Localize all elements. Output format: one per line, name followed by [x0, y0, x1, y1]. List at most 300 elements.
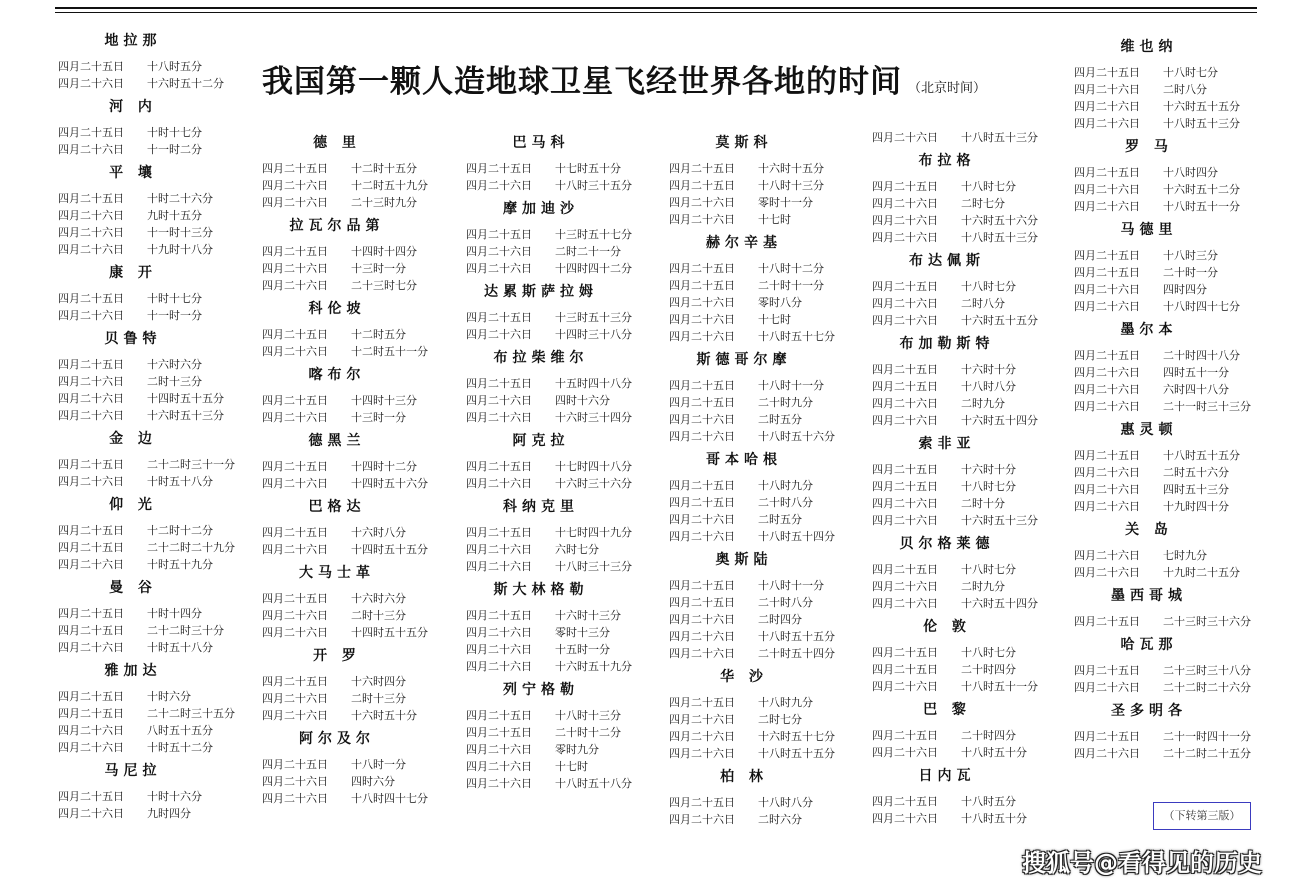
time-cell: 十七时四十九分	[555, 526, 632, 539]
date-cell: 四月二十五日	[872, 380, 938, 393]
city-name: 阿尔及尔	[299, 731, 375, 747]
city-name: 关 岛	[1125, 522, 1173, 538]
time-row	[872, 212, 1068, 229]
time-row	[58, 390, 254, 407]
time-cell: 十八时九分	[758, 479, 813, 492]
date-cell: 四月二十六日	[872, 812, 938, 825]
date-cell: 四月二十六日	[872, 197, 938, 210]
time-row	[58, 307, 254, 324]
time-cell: 六时七分	[555, 543, 599, 556]
time-row	[1074, 464, 1270, 481]
city-block	[1074, 519, 1270, 581]
time-row	[466, 724, 662, 741]
date-cell: 四月二十六日	[262, 692, 328, 705]
time-row	[1074, 547, 1270, 564]
time-cell: 十八时三十三分	[555, 560, 632, 573]
time-row	[262, 624, 458, 641]
city-name: 摩加迪沙	[503, 201, 579, 217]
time-cell: 十八时五十分	[961, 746, 1027, 759]
time-row	[466, 541, 662, 558]
city-block	[466, 281, 662, 343]
city-block	[1074, 219, 1270, 315]
time-cell: 十一时二分	[147, 143, 202, 156]
time-cell: 二时二十一分	[555, 245, 621, 258]
time-row	[669, 211, 865, 228]
date-cell: 四月二十六日	[262, 477, 328, 490]
time-row	[669, 394, 865, 411]
time-row	[262, 260, 458, 277]
time-row	[58, 605, 254, 622]
title-text: 我国第一颗人造地球卫星飞经世界各地的时间	[262, 64, 902, 100]
time-row	[1074, 613, 1270, 630]
time-cell: 十时五十八分	[147, 475, 213, 488]
date-cell: 四月二十六日	[1074, 500, 1140, 513]
time-row	[872, 178, 1068, 195]
city-block	[872, 150, 1068, 246]
time-row	[262, 392, 458, 409]
time-row	[262, 756, 458, 773]
date-cell: 四月二十六日	[262, 411, 328, 424]
city-name: 斯大林格勒	[493, 582, 589, 598]
city-name: 巴 黎	[923, 702, 971, 718]
time-cell: 十八时三分	[1163, 249, 1218, 262]
date-cell: 四月二十五日	[872, 795, 938, 808]
time-cell: 零时十三分	[555, 626, 610, 639]
city-name: 斯德哥尔摩	[696, 352, 792, 368]
time-row	[872, 129, 1068, 146]
time-row	[58, 688, 254, 705]
date-cell: 四月二十六日	[466, 477, 532, 490]
time-row	[58, 373, 254, 390]
time-cell: 十六时五十七分	[758, 730, 835, 743]
time-row	[466, 392, 662, 409]
time-cell: 十六时三十六分	[555, 477, 632, 490]
time-cell: 十二时十五分	[351, 162, 417, 175]
column-2	[262, 128, 458, 807]
time-cell: 二十时一分	[1163, 266, 1218, 279]
city-block	[669, 449, 865, 545]
city-name: 雅加达	[104, 663, 162, 679]
date-cell: 四月二十五日	[58, 192, 124, 205]
time-cell: 二十二时二十六分	[1163, 681, 1251, 694]
time-cell: 十六时五十分	[351, 709, 417, 722]
date-cell: 四月二十六日	[1074, 383, 1140, 396]
city-name: 达累斯萨拉姆	[484, 284, 598, 300]
date-cell: 四月二十六日	[1074, 747, 1140, 760]
time-row	[669, 494, 865, 511]
time-cell: 二十时五十四分	[758, 647, 835, 660]
time-cell: 十九时四十分	[1163, 500, 1229, 513]
city-block	[669, 666, 865, 762]
time-cell: 十八时五十三分	[961, 231, 1038, 244]
time-cell: 十六时五十二分	[1163, 183, 1240, 196]
time-row	[466, 475, 662, 492]
time-cell: 十六时五十五分	[961, 314, 1038, 327]
time-row	[872, 278, 1068, 295]
date-cell: 四月二十六日	[872, 297, 938, 310]
date-cell: 四月二十五日	[872, 480, 938, 493]
date-cell: 四月二十六日	[466, 411, 532, 424]
time-row	[466, 177, 662, 194]
time-row	[669, 294, 865, 311]
time-row	[1074, 481, 1270, 498]
date-cell: 四月二十六日	[58, 309, 124, 322]
date-cell: 四月二十六日	[1074, 400, 1140, 413]
time-cell: 十四时十三分	[351, 394, 417, 407]
time-cell: 十一时十三分	[147, 226, 213, 239]
date-cell: 四月二十五日	[1074, 266, 1140, 279]
city-block	[1074, 419, 1270, 515]
city-block	[262, 728, 458, 807]
time-row	[466, 707, 662, 724]
time-row	[872, 195, 1068, 212]
city-block	[466, 430, 662, 492]
city-name: 哈瓦那	[1120, 637, 1178, 653]
date-cell: 四月二十五日	[466, 460, 532, 473]
city-name: 柏 林	[720, 769, 768, 785]
time-row	[466, 309, 662, 326]
time-cell: 十八时七分	[961, 563, 1016, 576]
time-cell: 十八时十三分	[758, 179, 824, 192]
city-name: 开 罗	[313, 648, 361, 664]
date-cell: 四月二十六日	[1074, 83, 1140, 96]
date-cell: 四月二十六日	[669, 296, 735, 309]
city-name: 马德里	[1120, 222, 1178, 238]
time-cell: 十八时五十五分	[758, 747, 835, 760]
time-row	[1074, 745, 1270, 762]
watermark: 搜狐号@看得见的历史	[1022, 849, 1262, 877]
time-cell: 二时八分	[1163, 83, 1207, 96]
city-block	[58, 328, 254, 424]
date-cell: 四月二十六日	[1074, 117, 1140, 130]
time-cell: 十六时三十四分	[555, 411, 632, 424]
time-row	[669, 594, 865, 611]
date-cell: 四月二十六日	[58, 77, 124, 90]
city-block	[1074, 634, 1270, 696]
city-name: 赫尔辛基	[706, 235, 782, 251]
time-row	[262, 690, 458, 707]
time-cell: 十八时四十七分	[351, 792, 428, 805]
time-cell: 十八时十一分	[758, 579, 824, 592]
city-block	[58, 30, 254, 92]
time-cell: 二十时八分	[758, 596, 813, 609]
city-block	[669, 766, 865, 828]
time-cell: 十时十七分	[147, 126, 202, 139]
time-cell: 十八时三十五分	[555, 179, 632, 192]
date-cell: 四月二十六日	[669, 313, 735, 326]
time-cell: 十三时五十七分	[555, 228, 632, 241]
date-cell: 四月二十五日	[262, 162, 328, 175]
date-cell: 四月二十六日	[872, 131, 938, 144]
time-row	[872, 595, 1068, 612]
city-block	[872, 333, 1068, 429]
time-cell: 十八时八分	[758, 796, 813, 809]
city-name: 日内瓦	[918, 768, 976, 784]
date-cell: 四月二十六日	[669, 413, 735, 426]
time-row	[669, 377, 865, 394]
city-block	[58, 760, 254, 822]
time-cell: 十时十六分	[147, 790, 202, 803]
time-cell: 十七时四十八分	[555, 460, 632, 473]
time-row	[58, 739, 254, 756]
time-cell: 十三时一分	[351, 262, 406, 275]
date-cell: 四月二十六日	[1074, 283, 1140, 296]
date-cell: 四月二十五日	[466, 726, 532, 739]
time-row	[669, 628, 865, 645]
city-name: 列宁格勒	[503, 682, 579, 698]
date-cell: 四月二十六日	[262, 196, 328, 209]
date-cell: 四月二十五日	[872, 463, 938, 476]
time-cell: 十七时	[758, 313, 791, 326]
city-block	[466, 579, 662, 675]
date-cell: 四月二十六日	[58, 724, 124, 737]
time-cell: 十六时五十二分	[147, 77, 224, 90]
time-cell: 十时五十二分	[147, 741, 213, 754]
time-row	[466, 607, 662, 624]
date-cell: 四月二十六日	[872, 414, 938, 427]
time-row	[1074, 181, 1270, 198]
date-cell: 四月二十六日	[669, 513, 735, 526]
city-name: 奥斯陆	[715, 552, 773, 568]
continued-note: （下转第三版）	[1153, 802, 1251, 830]
city-block	[1074, 36, 1270, 132]
time-cell: 二时五分	[758, 413, 802, 426]
time-cell: 十六时四分	[351, 675, 406, 688]
time-cell: 十八时十三分	[555, 709, 621, 722]
time-cell: 十六时六分	[147, 358, 202, 371]
time-row	[669, 177, 865, 194]
time-cell: 二时六分	[758, 813, 802, 826]
city-name: 布拉柴维尔	[493, 350, 589, 366]
date-cell: 四月二十六日	[262, 709, 328, 722]
time-row	[262, 409, 458, 426]
date-cell: 四月二十六日	[1074, 100, 1140, 113]
date-cell: 四月二十五日	[262, 758, 328, 771]
time-cell: 二时九分	[961, 397, 1005, 410]
time-cell: 十八时五十七分	[758, 330, 835, 343]
date-cell: 四月二十五日	[58, 607, 124, 620]
title-note: （北京时间）	[908, 81, 987, 96]
time-row	[262, 524, 458, 541]
city-name: 墨西哥城	[1111, 588, 1187, 604]
date-cell: 四月二十六日	[262, 626, 328, 639]
date-cell: 四月二十六日	[669, 813, 735, 826]
time-row	[669, 728, 865, 745]
time-row	[466, 326, 662, 343]
time-cell: 十四时三十八分	[555, 328, 632, 341]
date-cell: 四月二十六日	[466, 262, 532, 275]
time-row	[872, 578, 1068, 595]
city-block	[58, 96, 254, 158]
time-row	[466, 409, 662, 426]
city-block	[466, 679, 662, 792]
time-row	[262, 243, 458, 260]
date-cell: 四月二十五日	[262, 592, 328, 605]
date-cell: 四月二十五日	[872, 663, 938, 676]
date-cell: 四月二十五日	[466, 609, 532, 622]
time-row	[669, 428, 865, 445]
city-name: 索非亚	[918, 436, 976, 452]
time-cell: 二时九分	[961, 580, 1005, 593]
date-cell: 四月二十六日	[58, 641, 124, 654]
time-row	[58, 141, 254, 158]
time-cell: 十四时五十五分	[351, 626, 428, 639]
time-row	[1074, 498, 1270, 515]
time-cell: 十二时五分	[351, 328, 406, 341]
time-row	[262, 673, 458, 690]
time-cell: 二时七分	[758, 713, 802, 726]
time-row	[58, 639, 254, 656]
city-block	[58, 162, 254, 258]
date-cell: 四月二十六日	[872, 214, 938, 227]
time-cell: 二十三时七分	[351, 279, 417, 292]
date-cell: 四月二十六日	[872, 597, 938, 610]
time-row	[262, 458, 458, 475]
time-row	[1074, 98, 1270, 115]
date-cell: 四月二十六日	[872, 314, 938, 327]
date-cell: 四月二十五日	[872, 363, 938, 376]
date-cell: 四月二十五日	[669, 162, 735, 175]
time-cell: 十九时二十五分	[1163, 566, 1240, 579]
time-row	[466, 758, 662, 775]
time-cell: 二时五十六分	[1163, 466, 1229, 479]
time-row	[58, 722, 254, 739]
time-cell: 十八时五十五分	[758, 630, 835, 643]
time-row	[1074, 728, 1270, 745]
time-cell: 十八时七分	[961, 180, 1016, 193]
time-row	[872, 478, 1068, 495]
date-cell: 四月二十五日	[669, 379, 735, 392]
column-4	[669, 128, 865, 828]
date-cell: 四月二十五日	[58, 790, 124, 803]
time-row	[669, 477, 865, 494]
time-cell: 十四时五十五分	[351, 543, 428, 556]
date-cell: 四月二十六日	[1074, 183, 1140, 196]
city-block	[262, 215, 458, 294]
date-cell: 四月二十六日	[669, 747, 735, 760]
date-cell: 四月二十五日	[466, 709, 532, 722]
time-cell: 十八时七分	[961, 280, 1016, 293]
city-block	[1074, 585, 1270, 630]
time-cell: 十八时五十四分	[758, 530, 835, 543]
date-cell: 四月二十五日	[872, 563, 938, 576]
time-row	[466, 160, 662, 177]
time-cell: 二十三时三十八分	[1163, 664, 1251, 677]
time-row	[872, 793, 1068, 810]
time-cell: 十八时五十一分	[961, 680, 1038, 693]
date-cell: 四月二十六日	[466, 743, 532, 756]
city-block	[466, 132, 662, 194]
time-cell: 二时八分	[961, 297, 1005, 310]
time-cell: 十六时五十三分	[961, 514, 1038, 527]
time-row	[872, 295, 1068, 312]
city-block	[262, 132, 458, 211]
time-cell: 十八时五十六分	[758, 430, 835, 443]
time-row	[466, 243, 662, 260]
date-cell: 四月二十五日	[58, 541, 124, 554]
time-cell: 二十时十一分	[758, 279, 824, 292]
time-cell: 二十二时二十九分	[147, 541, 235, 554]
time-row	[872, 678, 1068, 695]
city-name: 阿克拉	[512, 433, 570, 449]
date-cell: 四月二十五日	[466, 162, 532, 175]
date-cell: 四月二十五日	[1074, 449, 1140, 462]
city-block	[58, 494, 254, 573]
city-block	[262, 298, 458, 360]
column-3	[466, 128, 662, 792]
city-name: 地拉那	[104, 33, 162, 49]
date-cell: 四月二十六日	[58, 475, 124, 488]
date-cell: 四月二十五日	[669, 279, 735, 292]
city-name: 墨尔本	[1120, 322, 1178, 338]
date-cell: 四月二十六日	[58, 558, 124, 571]
date-cell: 四月二十六日	[669, 630, 735, 643]
time-row	[1074, 64, 1270, 81]
time-cell: 十四时四十二分	[555, 262, 632, 275]
time-cell: 四时十六分	[555, 394, 610, 407]
date-cell: 四月二十六日	[1074, 200, 1140, 213]
date-cell: 四月二十六日	[1074, 483, 1140, 496]
date-cell: 四月二十六日	[262, 279, 328, 292]
time-row	[58, 473, 254, 490]
time-row	[872, 810, 1068, 827]
time-row	[262, 177, 458, 194]
time-cell: 十时五十八分	[147, 641, 213, 654]
date-cell: 四月二十五日	[466, 228, 532, 241]
time-cell: 十六时十三分	[555, 609, 621, 622]
time-row	[1074, 381, 1270, 398]
city-name: 大马士革	[299, 565, 375, 581]
time-cell: 十六时十分	[961, 463, 1016, 476]
city-name: 康 开	[109, 265, 157, 281]
time-row	[58, 190, 254, 207]
date-cell: 四月二十五日	[262, 675, 328, 688]
time-row	[872, 744, 1068, 761]
date-cell: 四月二十六日	[1074, 566, 1140, 579]
column-5	[872, 129, 1068, 827]
time-cell: 二十时十二分	[555, 726, 621, 739]
time-row	[872, 644, 1068, 661]
time-cell: 十四时十二分	[351, 460, 417, 473]
time-row	[1074, 347, 1270, 364]
time-row	[58, 539, 254, 556]
date-cell: 四月二十五日	[1074, 66, 1140, 79]
date-cell: 四月二十六日	[669, 430, 735, 443]
time-row	[1074, 662, 1270, 679]
date-cell: 四月二十五日	[669, 696, 735, 709]
city-block	[58, 660, 254, 756]
time-cell: 二十二时三十五分	[147, 707, 235, 720]
city-name: 德 里	[313, 135, 361, 151]
time-row	[669, 745, 865, 762]
date-cell: 四月二十五日	[262, 460, 328, 473]
city-block	[669, 232, 865, 345]
date-cell: 四月二十五日	[1074, 349, 1140, 362]
time-cell: 十三时五十三分	[555, 311, 632, 324]
city-block	[262, 562, 458, 641]
date-cell: 四月二十六日	[466, 760, 532, 773]
date-cell: 四月二十五日	[872, 280, 938, 293]
time-cell: 十六时五十四分	[961, 597, 1038, 610]
time-cell: 零时九分	[555, 743, 599, 756]
date-cell: 四月二十六日	[669, 647, 735, 660]
top-rule-thick	[55, 7, 1257, 9]
time-cell: 十四时五十五分	[147, 392, 224, 405]
date-cell: 四月二十五日	[466, 377, 532, 390]
time-cell: 十六时五十六分	[961, 214, 1038, 227]
date-cell: 四月二十五日	[1074, 615, 1140, 628]
city-block	[669, 132, 865, 228]
